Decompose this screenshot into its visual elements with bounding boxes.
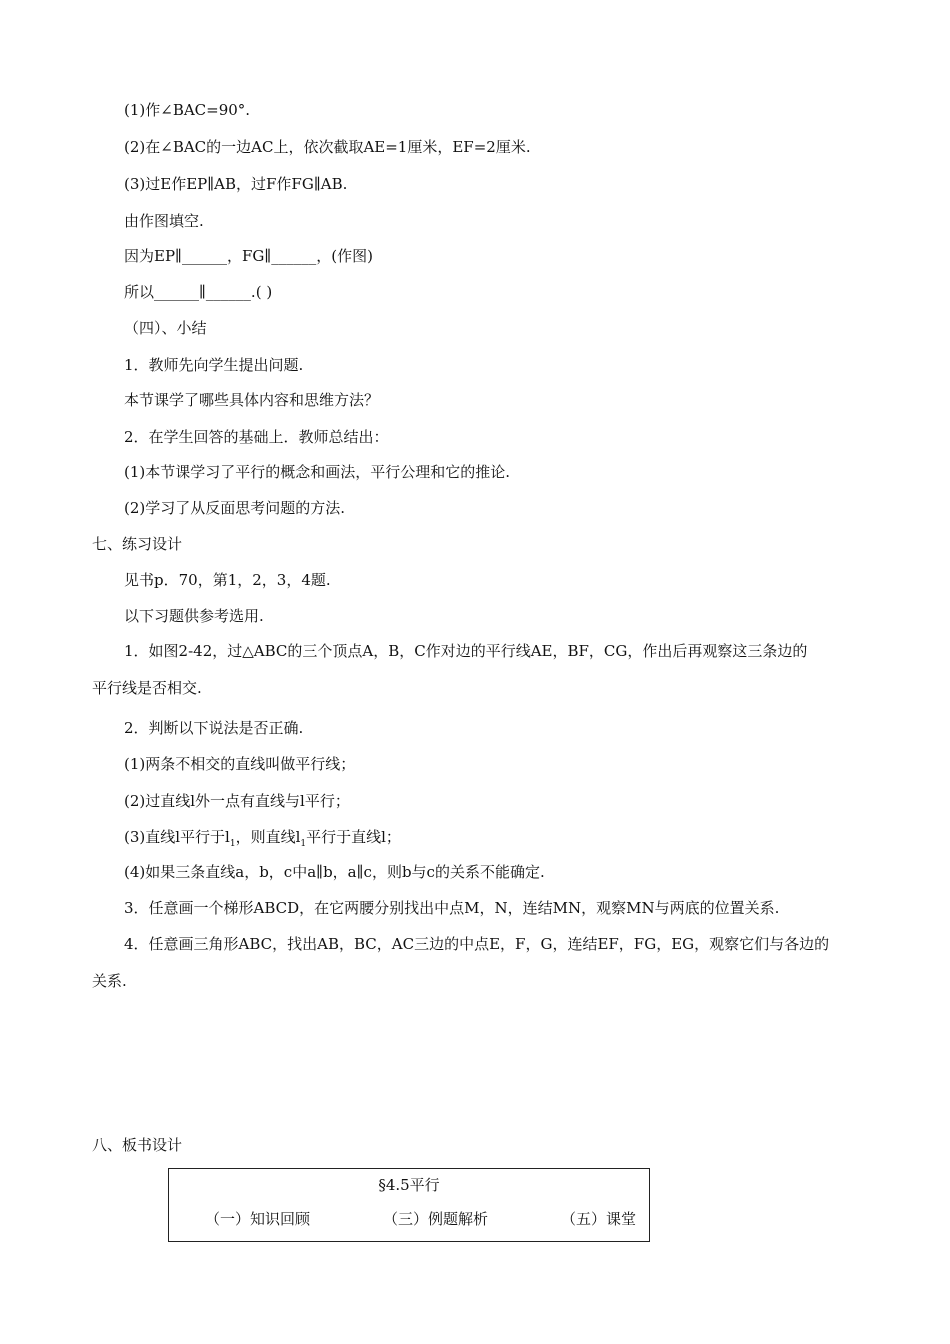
section-7-heading: 七、练习设计 (92, 535, 183, 553)
board-title: §4.5平行 (378, 1176, 440, 1194)
board-item-2: （三）例题解析 (383, 1210, 489, 1228)
summary-item-2: 2．在学生回答的基础上．教师总结出： (124, 428, 389, 446)
section-8-heading: 八、板书设计 (92, 1136, 183, 1154)
summary-heading: （四）、小结 (124, 319, 207, 337)
textbook-exercises: 见书p．70，第1，2，3，4题. (124, 571, 331, 589)
exercise-1-line-2: 平行线是否相交. (92, 679, 202, 697)
exercise-2-item-4: (4)如果三条直线a，b，c中a∥b，a∥c，则b与c的关系不能确定. (124, 863, 545, 881)
subscript-1: 1 (229, 839, 236, 849)
step-3: (3)过E作EP∥AB，过F作FG∥AB. (124, 175, 348, 193)
summary-question: 本节课学了哪些具体内容和思维方法？ (124, 391, 380, 409)
exercise-2-item-2: (2)过直线l外一点有直线与l平行； (124, 792, 350, 810)
fill-instruction: 由作图填空. (124, 212, 204, 230)
optional-exercises: 以下习题供参考选用. (124, 607, 264, 625)
exercise-2: 2．判断以下说法是否正确. (124, 719, 304, 737)
exercise-2-item-3 (124, 827, 401, 854)
exercise-1 (92, 641, 862, 698)
fill-blank-therefore: 所以______∥______.( ) (124, 283, 273, 301)
exercise-4-line-2: 关系. (92, 972, 127, 990)
step-1: (1)作∠BAC=90°. (124, 101, 251, 119)
exercise-4 (92, 934, 862, 991)
summary-point-2: (2)学习了从反面思考问题的方法. (124, 499, 346, 517)
item-3-part-b: ，则直线l (235, 828, 301, 846)
exercise-3: 3．任意画一个梯形ABCD，在它两腰分别找出中点M，N，连结MN，观察MN与两底的位置关系. (124, 899, 780, 917)
fill-blank-because: 因为EP∥______，FG∥______，(作图) (124, 247, 373, 265)
exercise-2-item-1: (1)两条不相交的直线叫做平行线； (124, 755, 356, 773)
exercise-4-line-1: 4．任意画三角形ABC，找出AB，BC，AC三边的中点E，F，G，连结EF，FG，EG，观察它们与各边的 (124, 935, 830, 953)
item-3-part-a: (3)直线l平行于l (124, 828, 230, 846)
subscript-2: 1 (300, 839, 307, 849)
step-2: (2)在∠BAC的一边AC上，依次截取AE=1厘米，EF=2厘米. (124, 138, 531, 156)
summary-item-1: 1．教师先向学生提出问题. (124, 356, 304, 374)
board-design-box (168, 1168, 650, 1242)
exercise-1-line-1: 1．如图2-42，过△ABC的三个顶点A，B，C作对边的平行线AE，BF，CG，作出后再观察这三条边的 (124, 642, 808, 660)
item-3-part-c: 平行于直线l； (306, 828, 401, 846)
board-item-1: （一）知识回顾 (205, 1210, 311, 1228)
summary-point-1: (1)本节课学习了平行的概念和画法，平行公理和它的推论. (124, 463, 511, 481)
board-item-3: （五）课堂 (561, 1210, 637, 1228)
